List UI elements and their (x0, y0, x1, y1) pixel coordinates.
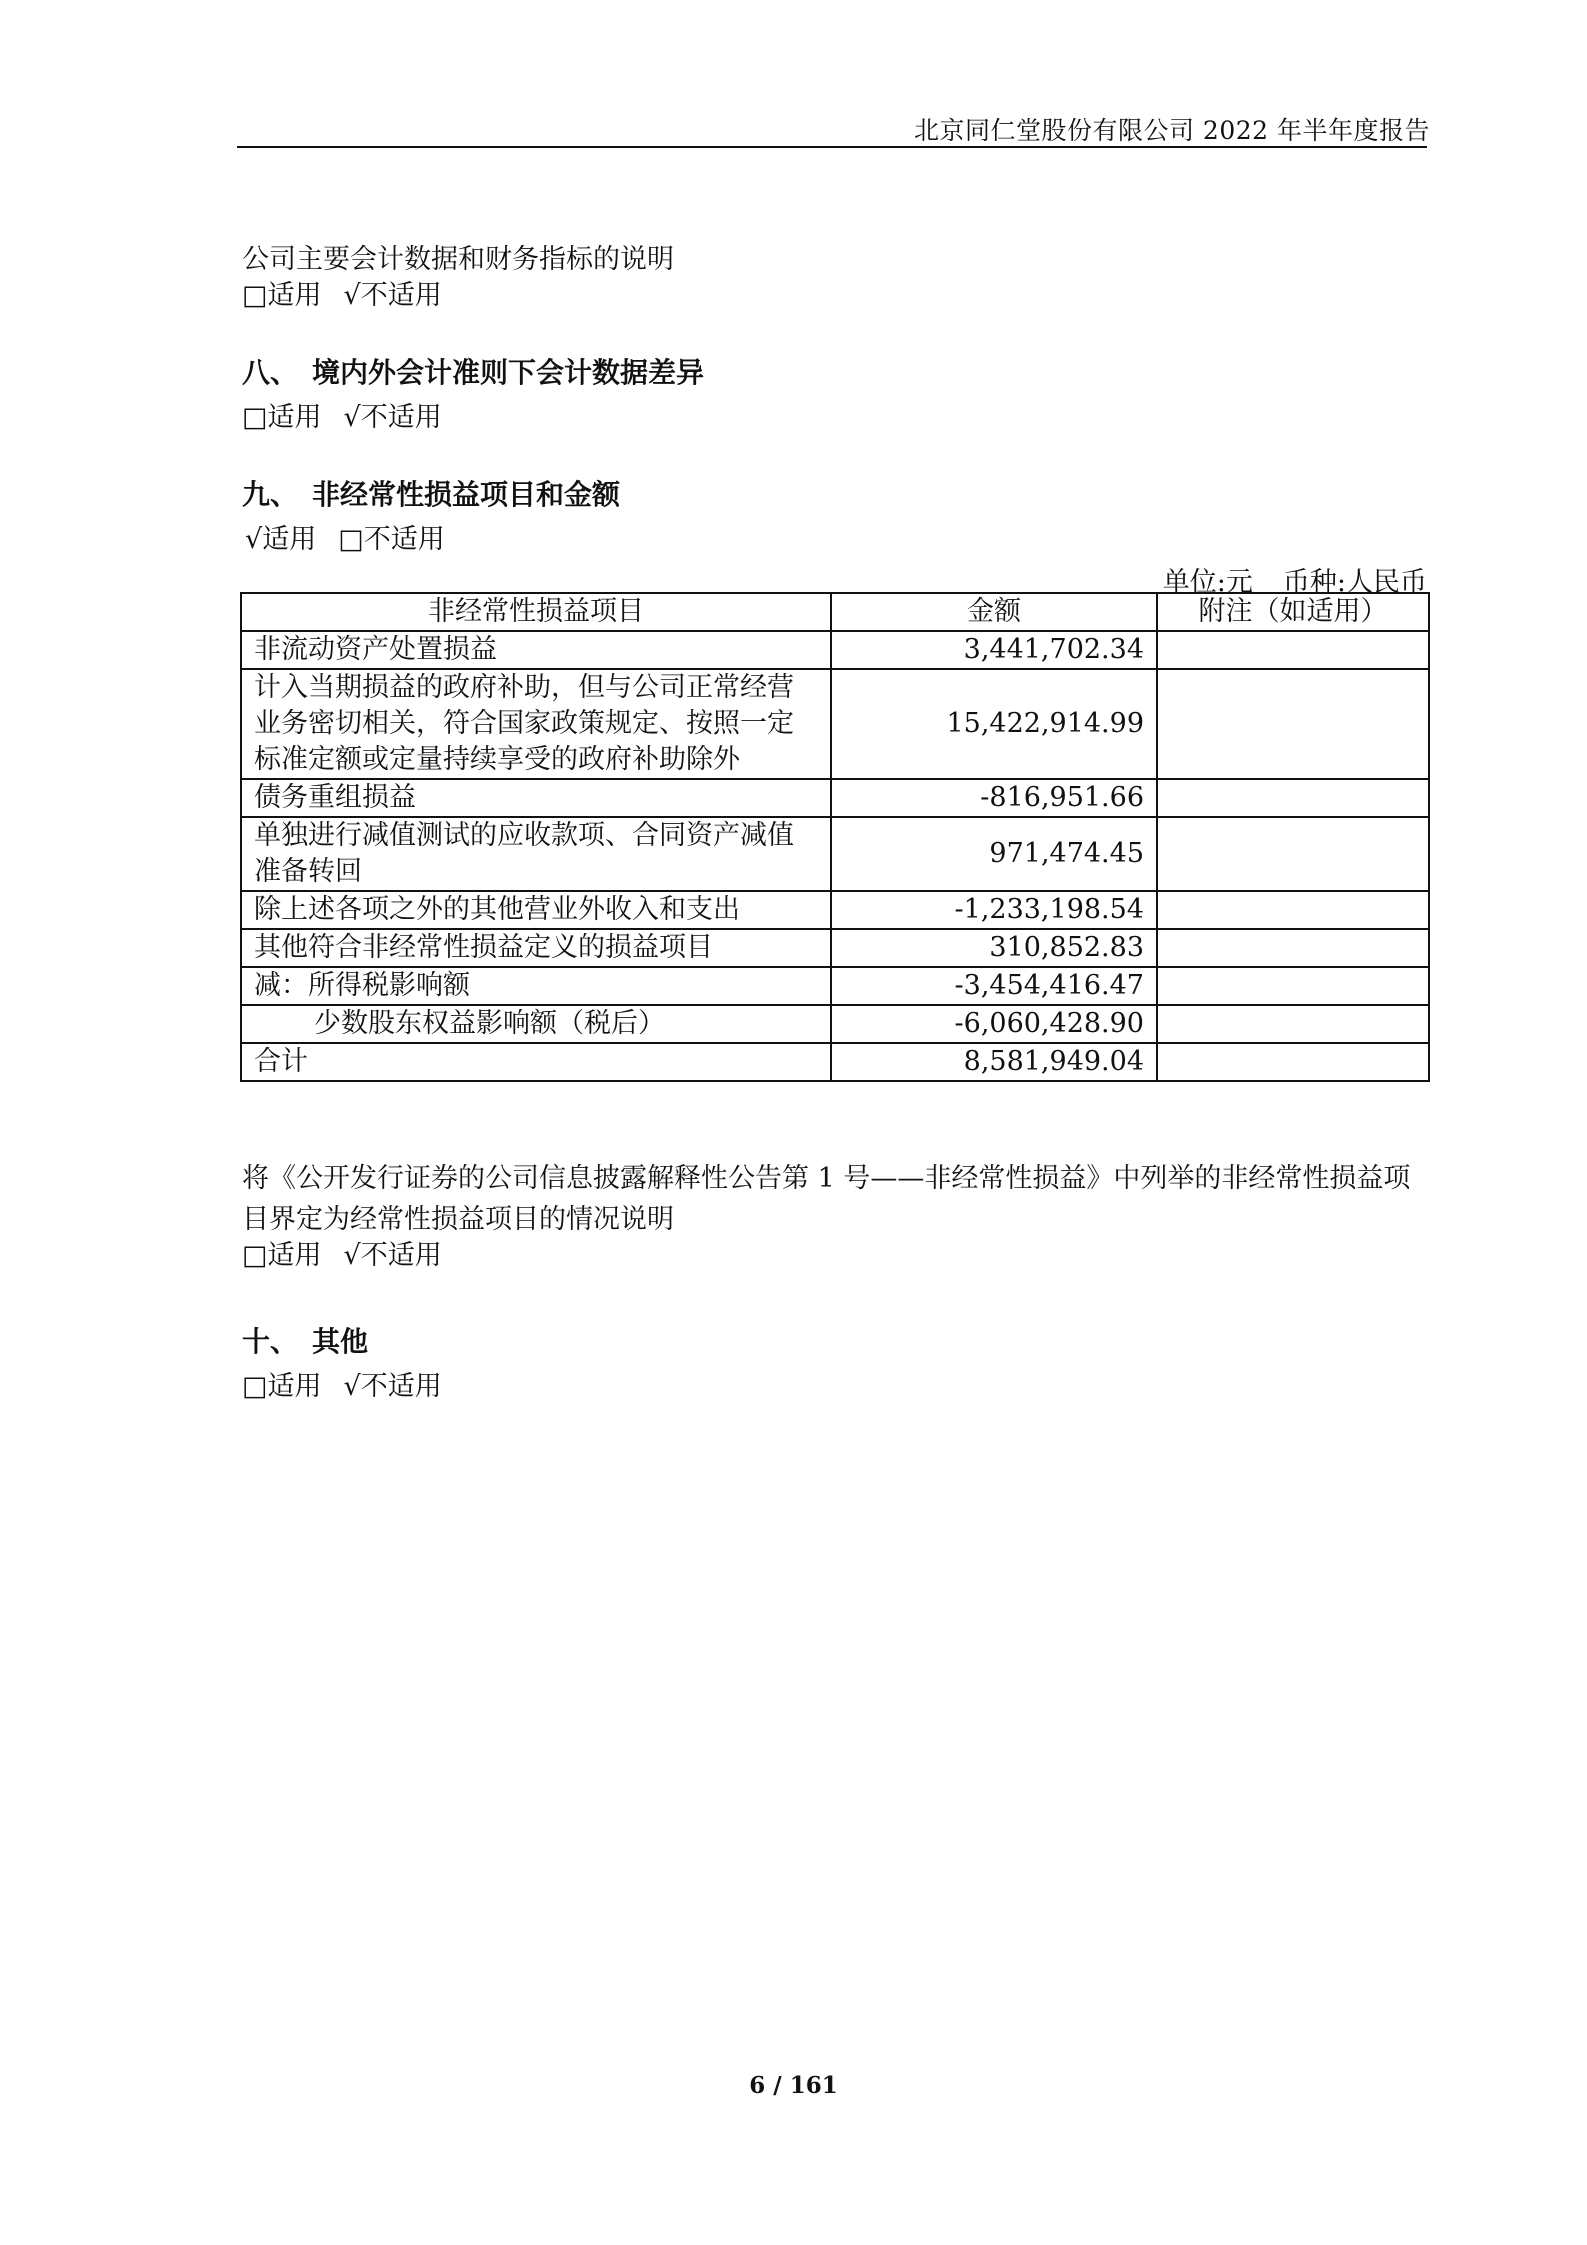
table-row (241, 669, 1429, 779)
note-cell (1157, 967, 1429, 1005)
amount-cell: 8,581,949.04 (831, 1043, 1157, 1081)
section-title: 境内外会计准则下会计数据差异 (312, 356, 705, 389)
reclassification-explanation: 将《公开发行证券的公司信息披露解释性公告第 1 号——非经常性损益》中列举的非经常性损益项目界定为经常性损益项目的情况说明 (242, 1163, 1411, 1235)
unit-label: 单位:元 (1162, 567, 1253, 598)
item-cell: 减：所得税影响额 (241, 967, 831, 1005)
amount-cell: -6,060,428.90 (831, 1005, 1157, 1043)
not-applicable-option: √不适用 (343, 1240, 442, 1271)
section-note-title: 公司主要会计数据和财务指标的说明 (242, 244, 674, 275)
section-10-options (242, 1373, 442, 1400)
section-number: 九、 (242, 478, 299, 511)
table-row (241, 1005, 1429, 1043)
item-cell: 计入当期损益的政府补助，但与公司正常经营业务密切相关，符合国家政策规定、按照一定标准定额或定量持续享受的政府补助除外 (241, 669, 831, 779)
table-row (241, 929, 1429, 967)
section-number: 十、 (242, 1325, 299, 1358)
item-cell: 少数股东权益影响额（税后） (241, 1005, 831, 1043)
applicable-option: □适用 (242, 1371, 322, 1402)
column-header-amount: 金额 (831, 593, 1157, 631)
amount-cell: 971,474.45 (831, 817, 1157, 891)
column-header-item: 非经常性损益项目 (241, 593, 831, 631)
not-applicable-option: √不适用 (343, 280, 442, 311)
amount-cell: -1,233,198.54 (831, 891, 1157, 929)
note-cell (1157, 779, 1429, 817)
table-row (241, 631, 1429, 669)
applicable-option: √适用 (245, 524, 317, 555)
amount-cell: 15,422,914.99 (831, 669, 1157, 779)
column-header-note: 附注（如适用） (1157, 593, 1429, 631)
explanation-options (242, 1242, 442, 1269)
not-applicable-option: □不适用 (338, 524, 445, 555)
header-divider (237, 146, 1427, 148)
table-header-row (241, 593, 1429, 631)
section-number: 八、 (242, 356, 299, 389)
table-row (241, 817, 1429, 891)
section-9-heading (242, 478, 621, 511)
amount-cell: -3,454,416.47 (831, 967, 1157, 1005)
section-10-heading (242, 1325, 369, 1358)
note-cell (1157, 891, 1429, 929)
item-cell: 债务重组损益 (241, 779, 831, 817)
note-cell (1157, 1005, 1429, 1043)
applicable-option: □适用 (242, 280, 322, 311)
section-8-options (242, 404, 442, 431)
item-cell: 其他符合非经常性损益定义的损益项目 (241, 929, 831, 967)
table-row (241, 779, 1429, 817)
section-8-heading (242, 356, 705, 389)
amount-cell: -816,951.66 (831, 779, 1157, 817)
amount-cell: 3,441,702.34 (831, 631, 1157, 669)
amount-cell: 310,852.83 (831, 929, 1157, 967)
applicable-option: □适用 (242, 402, 322, 433)
applicable-option: □适用 (242, 1240, 322, 1271)
item-cell: 非流动资产处置损益 (241, 631, 831, 669)
not-applicable-option: √不适用 (343, 1371, 442, 1402)
note-cell (1157, 929, 1429, 967)
table-total-row (241, 1043, 1429, 1081)
section-title: 其他 (312, 1325, 369, 1358)
table-row (241, 967, 1429, 1005)
report-header-title: 北京同仁堂股份有限公司 2022 年半年度报告 (913, 116, 1430, 145)
item-cell: 合计 (241, 1043, 831, 1081)
note-cell (1157, 1043, 1429, 1081)
currency-label: 币种:人民币 (1282, 567, 1427, 598)
note-cell (1157, 631, 1429, 669)
table-row (241, 891, 1429, 929)
note-cell (1157, 817, 1429, 891)
item-cell: 除上述各项之外的其他营业外收入和支出 (241, 891, 831, 929)
non-recurring-items-table (240, 592, 1430, 1082)
section-note-options (242, 282, 442, 309)
note-cell (1157, 669, 1429, 779)
section-title: 非经常性损益项目和金额 (312, 478, 621, 511)
item-cell: 单独进行减值测试的应收款项、合同资产减值准备转回 (241, 817, 831, 891)
not-applicable-option: √不适用 (343, 402, 442, 433)
page-number: 6 / 161 (749, 2072, 838, 2099)
section-9-options (245, 526, 445, 553)
